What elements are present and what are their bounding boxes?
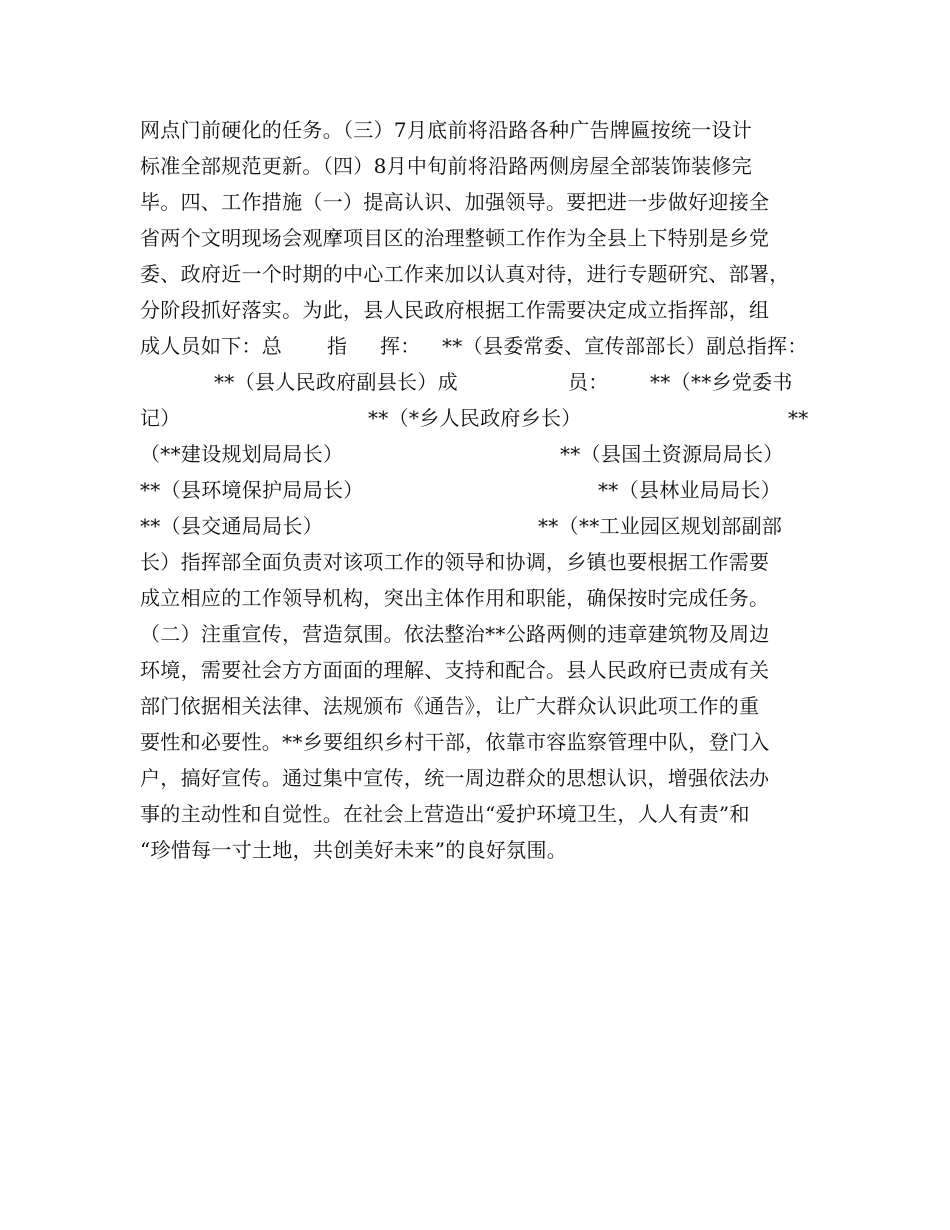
text-fragment: 挥：	[380, 334, 421, 358]
text-fragment: **（县环境保护局局长）	[140, 478, 364, 502]
text-fragment: **（*乡人民政府乡长）	[368, 406, 582, 430]
text-fragment: **（县交通局局长）	[140, 514, 323, 538]
text-fragment: **（**乡党委书	[650, 370, 793, 394]
text-fragment: （**建设规划局局长）	[140, 442, 344, 466]
text-fragment: 指	[327, 334, 348, 358]
text-line-personnel	[140, 508, 820, 544]
text-line: （二）注重宣传，营造氛围。依法整治**公路两侧的违章建筑物及周边	[140, 622, 770, 646]
text-fragment: **（县国土资源局局长）	[560, 442, 784, 466]
text-line-personnel	[140, 364, 820, 400]
text-line: 委、政府近一个时期的中心工作来加以认真对待，进行专题研究、部署，	[140, 262, 790, 286]
text-line: 网点门前硬化的任务。（三）7月底前将沿路各种广告牌匾按统一设计	[140, 118, 753, 142]
text-fragment: 员：	[568, 370, 609, 394]
text-line-personnel	[140, 472, 820, 508]
text-line-personnel	[140, 400, 820, 436]
text-fragment: **	[788, 406, 809, 430]
text-line: 户，搞好宣传。通过集中宣传，统一周边群众的思想认识，增强依法办	[140, 766, 770, 790]
text-fragment: **（**工业园区规划部副部	[538, 514, 783, 538]
text-line-personnel-header	[140, 328, 820, 364]
text-line: 部门依据相关法律、法规颁布《通告》，让广大群众认识此项工作的重	[140, 694, 760, 718]
text-line: 环境，需要社会方方面面的理解、支持和配合。县人民政府已责成有关	[140, 658, 770, 682]
text-line: 毕。四、工作措施（一）提高认识、加强领导。要把进一步做好迎接全	[140, 190, 770, 214]
text-line: 省两个文明现场会观摩项目区的治理整顿工作作为全县上下特别是乡党	[140, 226, 770, 250]
text-line: 成立相应的工作领导机构，突出主体作用和职能，确保按时完成任务。	[140, 586, 770, 610]
text-line: 标准全部规范更新。（四）8月中旬前将沿路两侧房屋全部装饰装修完	[140, 154, 753, 178]
text-line: 分阶段抓好落实。为此，县人民政府根据工作需要决定成立指挥部，组	[140, 298, 770, 322]
text-fragment: **（县委常委、宣传部部长）副总指挥：	[442, 334, 808, 358]
text-line: 长）指挥部全面负责对该项工作的领导和协调，乡镇也要根据工作需要	[140, 550, 770, 574]
text-line-personnel	[140, 436, 820, 472]
text-line: 要性和必要性。**乡要组织乡村干部，依靠市容监察管理中队，登门入	[140, 730, 770, 754]
text-line: 事的主动性和自觉性。在社会上营造出“爱护环境卫生，人人有责”和	[140, 802, 750, 826]
text-line: “珍惜每一寸土地，共创美好未来”的良好氛围。	[140, 838, 568, 862]
text-fragment: 成人员如下：总	[140, 334, 283, 358]
text-fragment: 记）	[140, 406, 181, 430]
text-fragment: **（县人民政府副县长）成	[214, 370, 458, 394]
text-fragment: **（县林业局局长）	[598, 478, 781, 502]
